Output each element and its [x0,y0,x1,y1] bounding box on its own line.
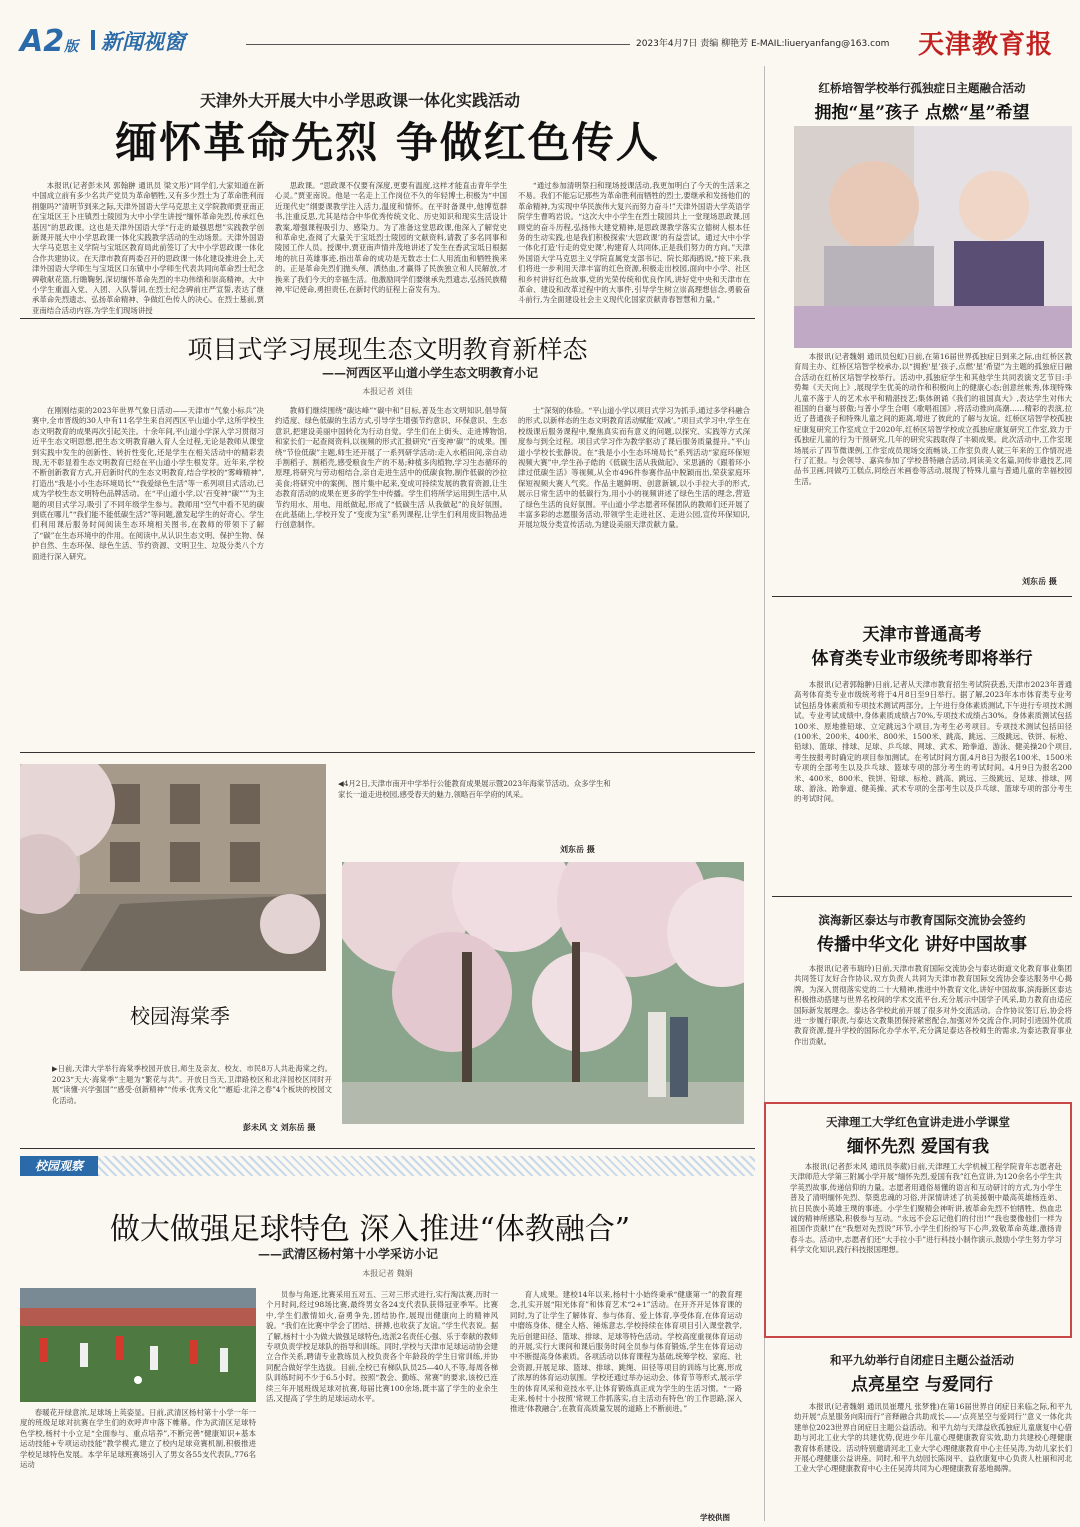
haitang-title: 校园海棠季 [130,1004,230,1028]
right3-headline: 传播中华文化 讲好中国故事 [817,935,1027,955]
right5-headline: 点亮星空 与爱同行 [851,1375,993,1395]
right-story-1 [772,70,1072,590]
main-photo-caption-text: 4月2日,天津市南开中学举行公能教育成果展示暨2023年海棠节活动。众多学生和家长一道走进校园,感受春天的魅力,领略百年学府的风采。 [338,779,611,799]
lead-column-1: 本报讯(记者彭未风 郭翰翀 通讯员 梁文彤)“同学们,大家知道在新中国成立前有多少名共产党员为革命牺牲,又有多少烈士为了革命胜利而捐躯吗?”清明节到来之际,天津外国语大学马克思主义学院教师贾亚南正在宝坻区王卜庄镇烈士陵园为大中小学生讲授“缅怀革命先烈,传承红色基因”的思政课。这也是天津外国语大学“行走的最强思想”实践教学创新课开展大中小学思政课一体化实践教学活动的生动场景。天津外国语大学马克思主义学院与宝坻区教育局此前签订了大中小学思政课一体化合作共建协议。在天津市教育两委召开的思政课一体化建设推进会上,天津外国语大学师生与宝坻区口东镇中小学师生代表共同向革命烈士纪念碑敬献花篮,行瞻鞠躬,深切缅怀革命先烈的丰功伟绩和崇高精神。大中小学生重温入党、入团、入队誓词,在烈士纪念碑前庄严宣誓,表达了继承革命先烈遗志、弘扬革命精神、争做红色传人的决心。在烈士墓前,贾亚南结合活动内容,为学生们现场讲授 [32,181,264,315]
paper-logo: 天津教育报 [918,30,1054,60]
children-heart-gesture-image [794,126,1072,348]
haitang-credit: 彭未风 文 刘东岳 摄 [243,1122,316,1132]
campus-headline: 做大做强足球特色 深入推进“体教融合” [109,1212,631,1247]
project-subhead: ——河西区平山道小学生态文明教育小记 [321,366,538,380]
lead-story [20,70,755,320]
right-story-3 [772,902,1072,1098]
right3-kicker: 滨海新区泰达与市教育国际交流协会签约 [818,913,1026,927]
football-photo [20,1288,256,1402]
right1-headline: 拥抱“星”孩子 点燃“星”希望 [814,103,1030,123]
campus-credit: 学校供图 [700,1513,730,1522]
lead-column-2: 思政课。“思政课不仅要有深度,更要有温度,这样才能直击青年学生心灵。”贾亚南说。他是一名走上工作岗位不久的年轻博士,积极为“中国近现代史”纲要课教学注入活力,温度和情怀。在平时备课中,他博览群书,注重反思,尤其是结合中华优秀传统文化、历史知识和现实生活设计教案,增强课程吸引力、感染力。为了准备这堂思政课,他深入了解党史和革命史,查阅了大量关于宝坻烈士陵园的文献资料,请教了多名同事和陵园工作人员。授课中,贾亚南声情并茂地讲述了发生在香武宝坻日根据地的抗日英雄事迹,指出革命的成功是无数志士仁人用流血和牺牲换来的。正是革命先烈们抛头颅、洒热血,才赢得了民族独立和人民解放,才换来了我们今天的幸福生活。他激励同学们要继承先烈遗志,弘扬民族精神,牢记使命,勇担责任,在新时代的征程上奋发有为。 [275,181,507,295]
project-headline: 项目式学习展现生态文明教育新样态 [187,335,588,364]
project-column-1: 在刚刚结束的2023年世界气象日活动——天津市“气象小标兵”决赛中,全市晋级的30人中有11名学生来自河西区平山道小学,这所学校生态文明教育的成果再次引起关注。十余年间,平山道小学深入学习贯彻习近平生态文明思想,把生态文明教育融入育人全过程,无论是教师从课堂到实践中发生的创新性、转折性变化,还是学生在相关活动中的精彩表现,无不彰显着生态文明教育已经在平山道小学生根发芽。近年来,学校不断创新教育方式,开启新时代的生态文明教育,结合学校的“雾峰精神”,打造出“我是小小生态环境局长”“我爱绿色生活”等一系列项目式活动,已成为学校生态文明特色品牌活动。在“平山道小学,以‘百变神“碳”’”为主题的项目式学习,吸引了不同年级学生参与。教师用“空气中看不见的碳到底在哪儿”“我们能不能低碳生活?”等问题,激发起学生的好奇心。学生们利用课后服务时间阅读生态环境相关图书,在教师的带领下了解了“碳”在生态环境中的作用。在阅读中,从认识生态文明、保护生物、保护自然、生态环保、绿色生活、节约资源、文明卫生、垃圾分类八个方面进行深入研究。 [32,406,264,561]
right2-headline-1: 天津市普通高考 [862,625,982,645]
right2-body: 本报讯(记者郭翰翀)日前,记者从天津市教育招生考试院获悉,天津市2023年普通高考体育类专业市级统考将于4月8日至9日举行。据了解,2023年本市体育类专业考试包括身体素质和专项技术测试两部分。上午进行身体素质测试,下午进行专项技术测试。专业考试成绩中,身体素质成绩占70%,专项技术成绩占30%。身体素质测试包括100米、原地推铅球、立定跳远3个项目,为考生必考项目。专项技术测试包括田径(100米、200米、400米、800米、1500米、跳高、跳远、三级跳远、铁饼、标枪、铅球)、篮球、排球、足球、乒乓球、网球、武术、跆拳道、游泳、健美操20个项目,考生按报考时确定的项目参加测试。在考试时间方面,4月8日为报名100米、1500米专项的全部考生以及乒乓球、篮球专项的部分考生的考试时间。4月9日为报名200米、400米、800米、铁饼、铅球、标枪、跳高、跳远、三级跳远、足球、排球、网球、游泳、跆拳道、健美操、武术专项的全部考生以及乒乓球、篮球专项的部分考生的考试时间。 [794,680,1072,804]
campus-section-tag: 校园观察 [20,1156,98,1176]
page-number-value: A2 [20,24,65,59]
right1-kicker: 红桥培智学校举行孤独症日主题融合活动 [818,81,1026,95]
campus-building-photo [20,764,326,971]
right1-credit: 刘东岳 摄 [1022,576,1057,586]
page-number [20,24,78,59]
caption-triangle-icon: ◀ [338,779,344,788]
right4-headline: 缅怀先烈 爱国有我 [847,1137,989,1157]
section-bar-mark [91,30,95,50]
main-photo-credit: 刘东岳 摄 [560,844,595,854]
divider [20,318,755,319]
campus-column-3: 育人成果。建校14年以来,杨村十小始终秉承“健康第一”的教育理念,扎实开展“阳光体育”和体育艺术“2+1”活动。在开齐开足体育课的同时,为了让学生了解体育、参与体育、爱上体育,享受体育,在体育运动中磨练身体、健全人格、锤炼意志,学校持续在体育项目引入课堂教学,先后创建田径、篮球、排球、足球等特色活动。学校高度重视体育运动的开展,实行大课间和课后服务时间全员参与体育锻炼,学生在体育运动中不断提高身体素质。各项活动以体育课程为基础,统筹学校、家庭、社会资源,开展足球、篮球、排球、跳绳、田径等项目的训练与比赛,形成了浓厚的体育运动氛围。学校还通过举办运动会、体育节等形式,展示学生的体育风采和竞技水平,让体育锻炼真正成为学生的生活习惯。“一路走来,杨村十小按照‘常规工作抓落实,自主活动有特色’的工作思路,深入推进‘体教融合’,在教育高质量发展的道路上不断前进。” [510,1290,742,1414]
begonia-tree-image [342,862,744,1124]
right2-headline-2: 体育类专业市级统考即将举行 [811,649,1033,669]
divider [772,896,1072,897]
right1-body: 本报讯(记者魏娟 通讯员包虹)日前,在第16届世界孤独症日到来之际,由红桥区教育局主办、红桥区培智学校承办,以“拥抱‘星’孩子,点燃‘星’希望”为主题的孤独症日融合活动在红桥区培智学校举行。活动中,孤独症学生和其他学生共同表演文艺节目:手势舞《天天向上》,展现学生优美的动作和积极向上的健康心态;创意丝帐秀,体现特殊儿童不落于人的艺术水平和精湛技艺;集体朗诵《我们的祖国真大》,表达学生对伟大祖国的自豪与骄傲;与普小学生合唱《歌唱祖国》,将活动推向高潮……精彩的表演,拉近了普通孩子和特殊儿童之间的距离,增进了彼此的了解与友谊。红桥区培智学校孤独症康复研究工作室成立于2020年,红桥区培智学校成立孤独症康复研究工作室,致力于孤独症儿童的行为干预研究,几年的研究实践取得了丰硕成果。此次活动中,工作室现场展示了四节微课例,工作室成员现场交流畅谈,工作室负责人就三年来的工作情况进行了汇报。与会领导、嘉宾参加了学校普特融合活动,同读美文名篇,同传非遗技艺,同品书卫画,同做巧工糕点,同绘百米画卷等活动,展现了特殊儿童与普通儿童的幸福校园生活。 [794,352,1072,486]
divider [772,596,1072,597]
project-column-3: 士”深刻的体验。“平山道小学以项目式学习为抓手,通过多学科融合的形式,以新样态的生态文明教育活动赋能‘双减’。”项目式学习中,学生在校级课后服务课程中,聚焦真实而有意义的问题,以探究、实践等方式深度参与到全过程。项目式学习作为教学驱动了课后服务质量提升。”平山道小学校长张静说。在“我是小小生态环境局长”系列活动“家庭环保短视频大赛”中,学生孙子皓的《低碳生活从我做起》、宋思涵的《跟着环小津过低碳生活》等视频,从全市496件参赛作品中脱颖而出,荣获家庭环保短视频大赛人气奖。作品主题鲜明、创意新颖,以小手拉大手的形式,展示日常生活中的低碳行为,用小小的视频讲述了绿色生活的理念,营造了绿色生活的良好氛围。平山道小学志愿者环保团队的教师们还开展了丰富多彩的志愿服务活动,带领学生走进社区、走进公园,宣传环保知识,开展垃圾分类宣传活动,为建设美丽天津贡献力量。 [518,406,750,530]
caption-triangle-icon: ▶ [52,1064,58,1073]
right3-body: 本报讯(记者韦瑞玲)日前,天津市教育国际交流协会与泰达街道文化教育事业集团共同签订友好合作协议,双方负责人共同为天津市教育国际交流协会泰达服务中心揭牌。为深入贯彻落实党的二十大精神,推进中外教育文化,讲好中国故事,滨海新区泰达积极推动搭建与世界名校间的学术交流平台,充分展示中国学子风采,助力教育由适应国际新发展理念。泰达各学校此前开展了很多对外交流活动。合作协议签订后,协会将进一步履行职责,与泰达文教集团保持紧密配合,加强对外交流合作,同时引进国外优质教育资源,提升学校的国际化办学水平,充分满足泰达各校师生的需求,为泰达教育事业作出贡献。 [794,964,1072,1046]
haitang-caption-text: 日前,天津大学举行海棠季校园开放日,师生及亲友、校友、市民8万人共赴海棠之约。2023“天大·海棠季”主题为“繁花与共”。开放日当天,卫津路校区和北洋园校区同时开展“读懂·兴学强国”“感受·创新精神”“传承·优秀文化”“邂逅·北洋之春”4个板块的校园文化活动。 [52,1064,332,1105]
lead-kicker: 天津外大开展大中小学思政课一体化实践活动 [199,91,520,110]
campus-byline: 本报记者 魏娟 [362,1269,413,1278]
main-photo-caption [338,778,616,800]
football-match-image [20,1288,256,1402]
section-title: 新闻视窗 [101,30,185,54]
begonia-main-photo [342,862,744,1124]
edition-meta: 2023年4月7日 责编 柳艳芳 E-MAIL:liueryanfang@163.com [636,39,890,49]
campus-column-1: 春暖花开绿意浓,足球场上英姿显。日前,武清区杨村第十小学一年一度的班级足球对抗赛在学生们的欢呼声中落下帷幕。作为武清区足球特色学校,杨村十小立足“全面参与、重点培养”,不断完善“健康知识+基本运动技能+专项运动技能”教学模式,建立了校内足球竞赛机制,积极推进学校足球特色发展。本学年足球班赛场引入了男女各55支代表队,776名运动 [20,1408,256,1470]
right-story-4-box [764,1102,1072,1338]
lead-headline: 缅怀革命先烈 争做红色传人 [115,118,660,167]
right-story-2 [772,602,1072,892]
right-story-5 [772,1344,1072,1524]
campus-column-2: 员参与角逐,比赛采用五对五、三对三形式进行,实行淘汰赛,历时一个月时间,经过98场比赛,最终男女各24支代表队获得冠亚季军。比赛中,学生们激情如火,奋勇争先,团结协作,展现出健康向上的精神风貌。“我们在比赛中学会了团结、拼搏,也收获了友谊。”学生代表说。据了解,杨村十小为做大做强足球特色,选派2名责任心强、乐于奉献的教师专项负责学校足球队的指导和训练。同时,学校与天津市足球运动协会建立合作关系,聘请专业教练员入校负责各个年龄段的学生日常训练,并协同配合做好学生选拔。目前,全校已有梯队队员25—40人不等,每周各梯队训练时间不少于6.5小时。按照“教会、勤练、常赛”的要求,该校已连续三年开展班级足球对抗赛,每届比赛100余场,既丰富了学生的业余生活,又提高了学生的足球运动水平。 [266,1290,498,1404]
right5-kicker: 和平九幼举行自闭症日主题公益活动 [830,1353,1014,1367]
masthead [0,0,1080,62]
campus-building-image [20,764,326,971]
haitang-caption [52,1064,332,1106]
right1-photo [794,126,1072,348]
right4-kicker: 天津理工大学红色宣讲走进小学课堂 [826,1115,1010,1129]
campus-tag-stripe [98,1156,755,1176]
project-column-2: 教师们继续围绕“碳达峰”“碳中和”目标,普及生态文明知识,倡导简约适度、绿色低碳的生活方式,引导学生增强节约意识、环保意识、生态意识,把建设美丽中国转化为行动自觉。学生们在上街头、走进博物馆,和家长们一起查阅资料,以视频的形式汇报研究“百变神‘碳’”的成果。围绕“节俭低碳”主题,师生还开展了一系列研学活动:走入水稻田间,亲自动手割稻子、割稻壳,感受粮食生产的不易;种植多肉植物,学习生态循环的原理,将研究与劳动相结合,亲自走进生活中的低碳食物,制作低碳的沙拉美食;将研究中的案例、图片集中起来,变成可持续发展的教育资源,让生态教育活动的成果在更多的学生中传播。学生们将所学运用到生活中,从节约用水、用电、用纸做起,形成了“低碳生活 从我做起”的良好氛围。在此基础上,学校开发了“变废为宝”系列课程,让学生们利用废旧物品进行创意制作。 [275,406,507,530]
lead-column-3: “通过参加清明祭扫和现场授课活动,我更加明白了今天的生活来之不易。我们不能忘记那些为革命胜利而牺牲的烈士,要继承和发扬他们的革命精神,为实现中华民族伟大复兴而努力奋斗!”天津外国语大学英语学院学生曹鸣岩说。“这次大中小学生在烈士陵园共上一堂现场思政课,回顾党的奋斗历程,弘扬伟大建党精神,是思政课教学落实立德树人根本任务的生动实践,也是我们积极探索‘大思政课’的有益尝试。通过大中小学一体化打造‘行走的党史课’,构建育人共同体,正是我们努力的方向。”天津外国语大学马克思主义学院直属党支部书记、院长郑海鸥说,“接下来,我们将进一步利用天津丰富的红色资源,积极走出校园,面向中小学、社区和乡村讲好红色故事,党的光荣传统和优良作风,讲好党中央和天津市在革命、建设和改革过程中的大事件,引导学生树立崇高理想信念,勇毅奋斗前行,为全面建设社会主义现代化国家贡献青春智慧和力量。” [518,181,750,305]
project-story [20,322,755,742]
right5-body: 本报讯(记者魏娟 通讯员崔璎凡 张梦雅)在第16届世界自闭症日来临之际,和平九幼开展“点星服务向阳而行”音释融合共助成长——‘点亮星空与爱同行’’意义一体化共建单位2023世界自闭症日主题公益活动。和平九幼与天津益欣孤独症儿童康复中心借助与河北工业大学的共建优势,促进少年儿童心理健康教育实效,助力共建校心理健康教育体系建设。活动特别邀请河北工业大学心理健康教育中心主任吴涛,为幼儿家长们开展心理健康公益讲座。同时,和平九幼园长陈岗平、益欣康复中心负责人杜丽和河北工业大学心理健康教育中心主任吴涛共同为心理健康教育基地揭牌。 [794,1402,1072,1474]
divider [20,1148,755,1149]
divider [20,752,755,753]
project-byline: 本报记者 刘佳 [362,387,413,396]
right4-body: 本报讯(记者彭未风 通讯员李葳)日前,天津理工大学机械工程学院青年志愿者赴天津师范大学第三附属小学开展“缅怀先烈,爱国有我”红色宣讲,为120余名小学生共学英烈故事,传递信仰的力量。志愿者用通俗易懂的语言和互动研讨的方式,为小学生普及了清明缅怀先烈、祭奠忠魂的习俗,并深情讲述了抗美援朝中最高英雄杨连弟、抗日民族小英雄王璞的事迹。小学生们聚精会神听讲,被革命先烈不怕牺牲、热血忠诚的精神所感染,积极参与互动。“永远不会忘记他们的付出!”“我也要像他们一样为祖国作贡献!”在“我想对先烈说”环节,小学生们纷纷写下心声,致敬革命英雄,激扬青春斗志。活动中,志愿者们还“大手拉小手”进行科技小制作演示,鼓励小学生努力学习科学文化知识,践行科技报国理想。 [790,1162,1062,1255]
campus-subhead: ——武清区杨村第十小学采访小记 [258,1247,439,1261]
masthead-rule [246,44,630,45]
page-suffix: 版 [64,39,79,55]
